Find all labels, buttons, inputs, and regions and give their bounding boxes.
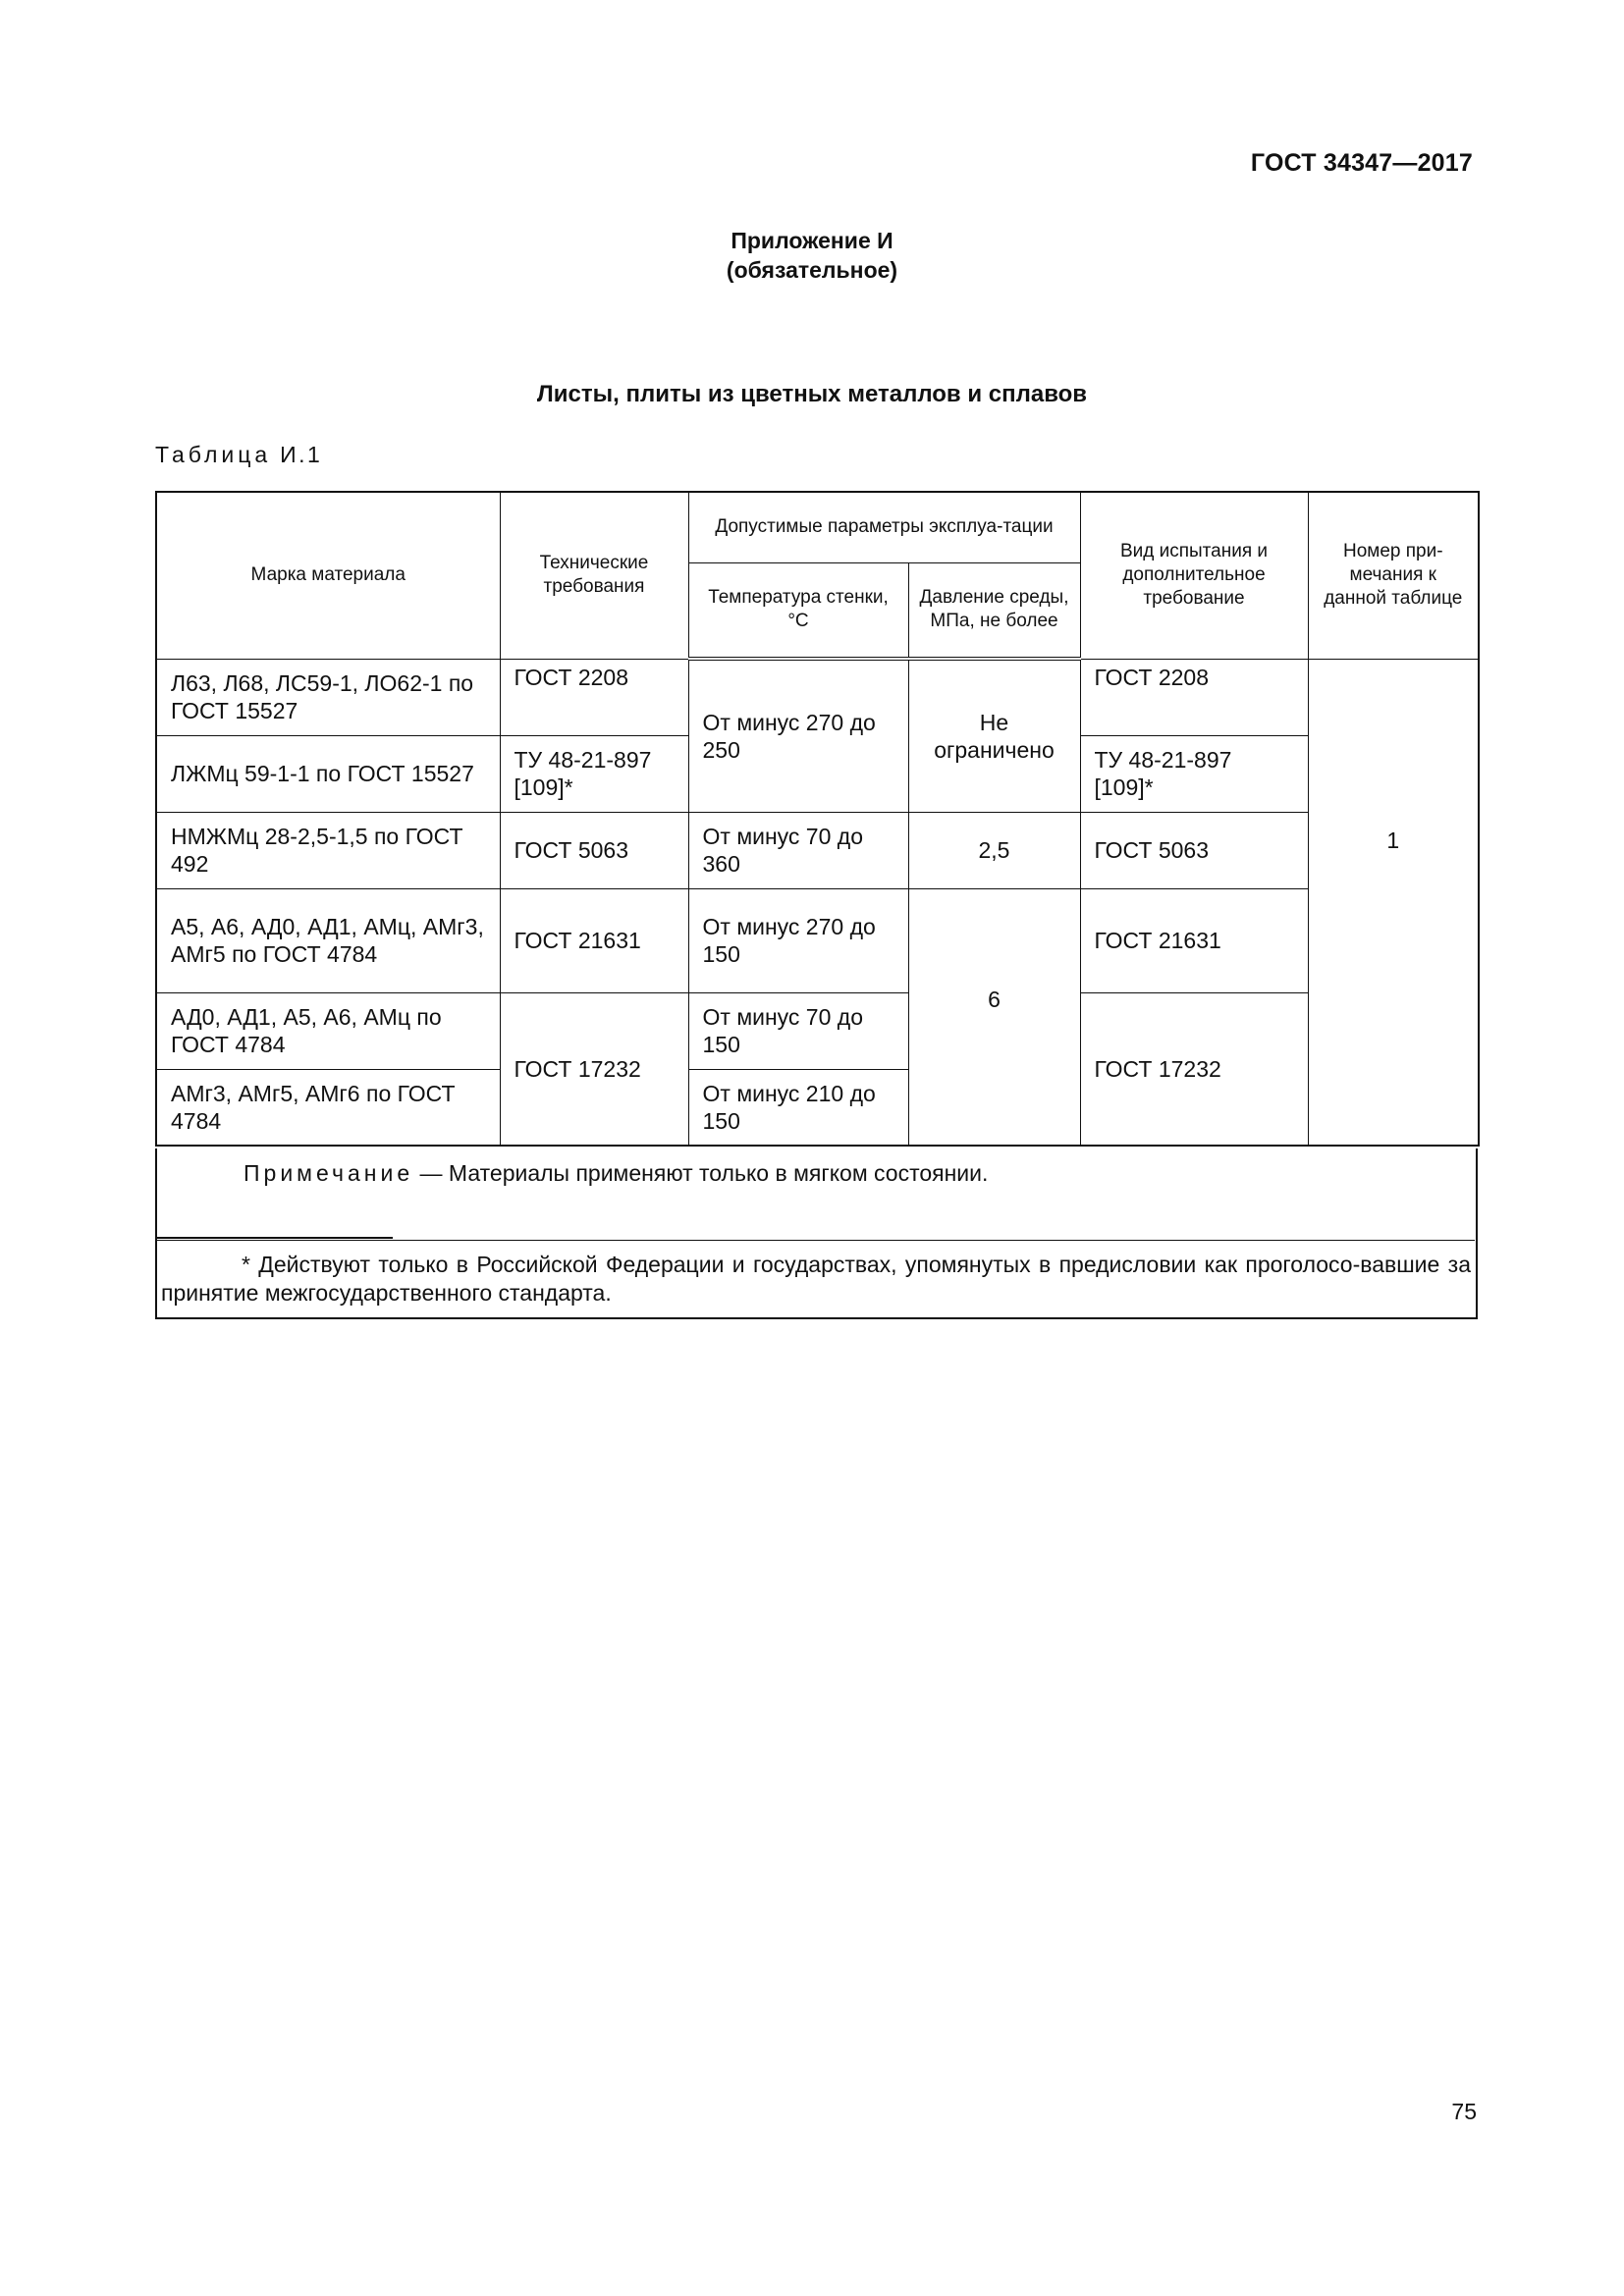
- cell-temperature: От минус 270 до 150: [688, 888, 908, 992]
- appendix-status: (обязательное): [726, 257, 898, 283]
- cell-pressure: 6: [908, 888, 1080, 1146]
- cell-temperature: От минус 70 до 150: [688, 992, 908, 1069]
- table-notes: [155, 1148, 1478, 1319]
- footnote: * Действуют только в Российской Федерации и государствах, упомянутых в предисловии как проголосо-вавшие за принятие межгосударственного стандарта.: [161, 1252, 1471, 1306]
- header-note-number: Номер при-мечания к данной таблице: [1308, 492, 1479, 659]
- cell-temperature: От минус 210 до 150: [688, 1069, 908, 1146]
- cell-material: ЛЖМц 59-1-1 по ГОСТ 15527: [156, 735, 500, 812]
- footnote-rule: [157, 1237, 393, 1239]
- cell-testing: ГОСТ 2208: [1080, 659, 1308, 735]
- note-text: Материалы применяют только в мягком состоянии.: [448, 1160, 989, 1186]
- cell-material: НМЖМц 28-2,5-1,5 по ГОСТ 492: [156, 812, 500, 888]
- table-row: [156, 888, 1479, 992]
- cell-temperature: От минус 70 до 360: [688, 812, 908, 888]
- table-caption: [155, 442, 322, 468]
- appendix-heading: [0, 226, 1624, 285]
- cell-testing: ГОСТ 21631: [1080, 888, 1308, 992]
- cell-tech-req: ГОСТ 17232: [500, 992, 688, 1146]
- cell-material: А5, А6, АД0, АД1, АМц, АМг3, АМг5 по ГОСТ 4784: [156, 888, 500, 992]
- table-caption-word: Таблица: [155, 442, 272, 467]
- cell-tech-req: ТУ 48-21-897 [109]*: [500, 735, 688, 812]
- header-params-group: Допустимые параметры эксплуа-тации: [688, 492, 1080, 562]
- cell-material: АД0, АД1, А5, А6, АМц по ГОСТ 4784: [156, 992, 500, 1069]
- table-row: [156, 812, 1479, 888]
- note-label: Примечание: [244, 1160, 414, 1186]
- cell-testing: ТУ 48-21-897 [109]*: [1080, 735, 1308, 812]
- appendix-title: Приложение И: [731, 228, 893, 253]
- page-number: 75: [1451, 2099, 1477, 2124]
- cell-temperature: От минус 270 до 250: [688, 659, 908, 812]
- note-dash: —: [413, 1160, 449, 1186]
- document-code: ГОСТ 34347—2017: [1250, 149, 1473, 177]
- cell-tech-req: ГОСТ 5063: [500, 812, 688, 888]
- cell-testing: ГОСТ 5063: [1080, 812, 1308, 888]
- header-testing: Вид испытания и дополнительное требование: [1080, 492, 1308, 659]
- cell-testing: ГОСТ 17232: [1080, 992, 1308, 1146]
- materials-table: [155, 491, 1480, 1147]
- header-material: Марка материала: [156, 492, 500, 659]
- header-pressure: Давление среды, МПа, не более: [908, 562, 1080, 659]
- cell-note-number: 1: [1308, 659, 1479, 1146]
- cell-material: АМг3, АМг5, АМг6 по ГОСТ 4784: [156, 1069, 500, 1146]
- section-title: Листы, плиты из цветных металлов и сплавов: [536, 381, 1088, 407]
- cell-pressure: 2,5: [908, 812, 1080, 888]
- table-caption-number: И.1: [280, 442, 323, 467]
- table-row: [156, 992, 1479, 1069]
- cell-material: Л63, Л68, ЛС59-1, ЛО62-1 по ГОСТ 15527: [156, 659, 500, 735]
- table-row: [156, 659, 1479, 735]
- cell-tech-req: ГОСТ 2208: [500, 659, 688, 735]
- cell-tech-req: ГОСТ 21631: [500, 888, 688, 992]
- header-tech-req: Технические требования: [500, 492, 688, 659]
- header-temperature: Температура стенки, °С: [688, 562, 908, 659]
- footnote-separator: [157, 1240, 1475, 1241]
- table-note: [244, 1160, 988, 1187]
- cell-pressure: Не ограничено: [908, 659, 1080, 812]
